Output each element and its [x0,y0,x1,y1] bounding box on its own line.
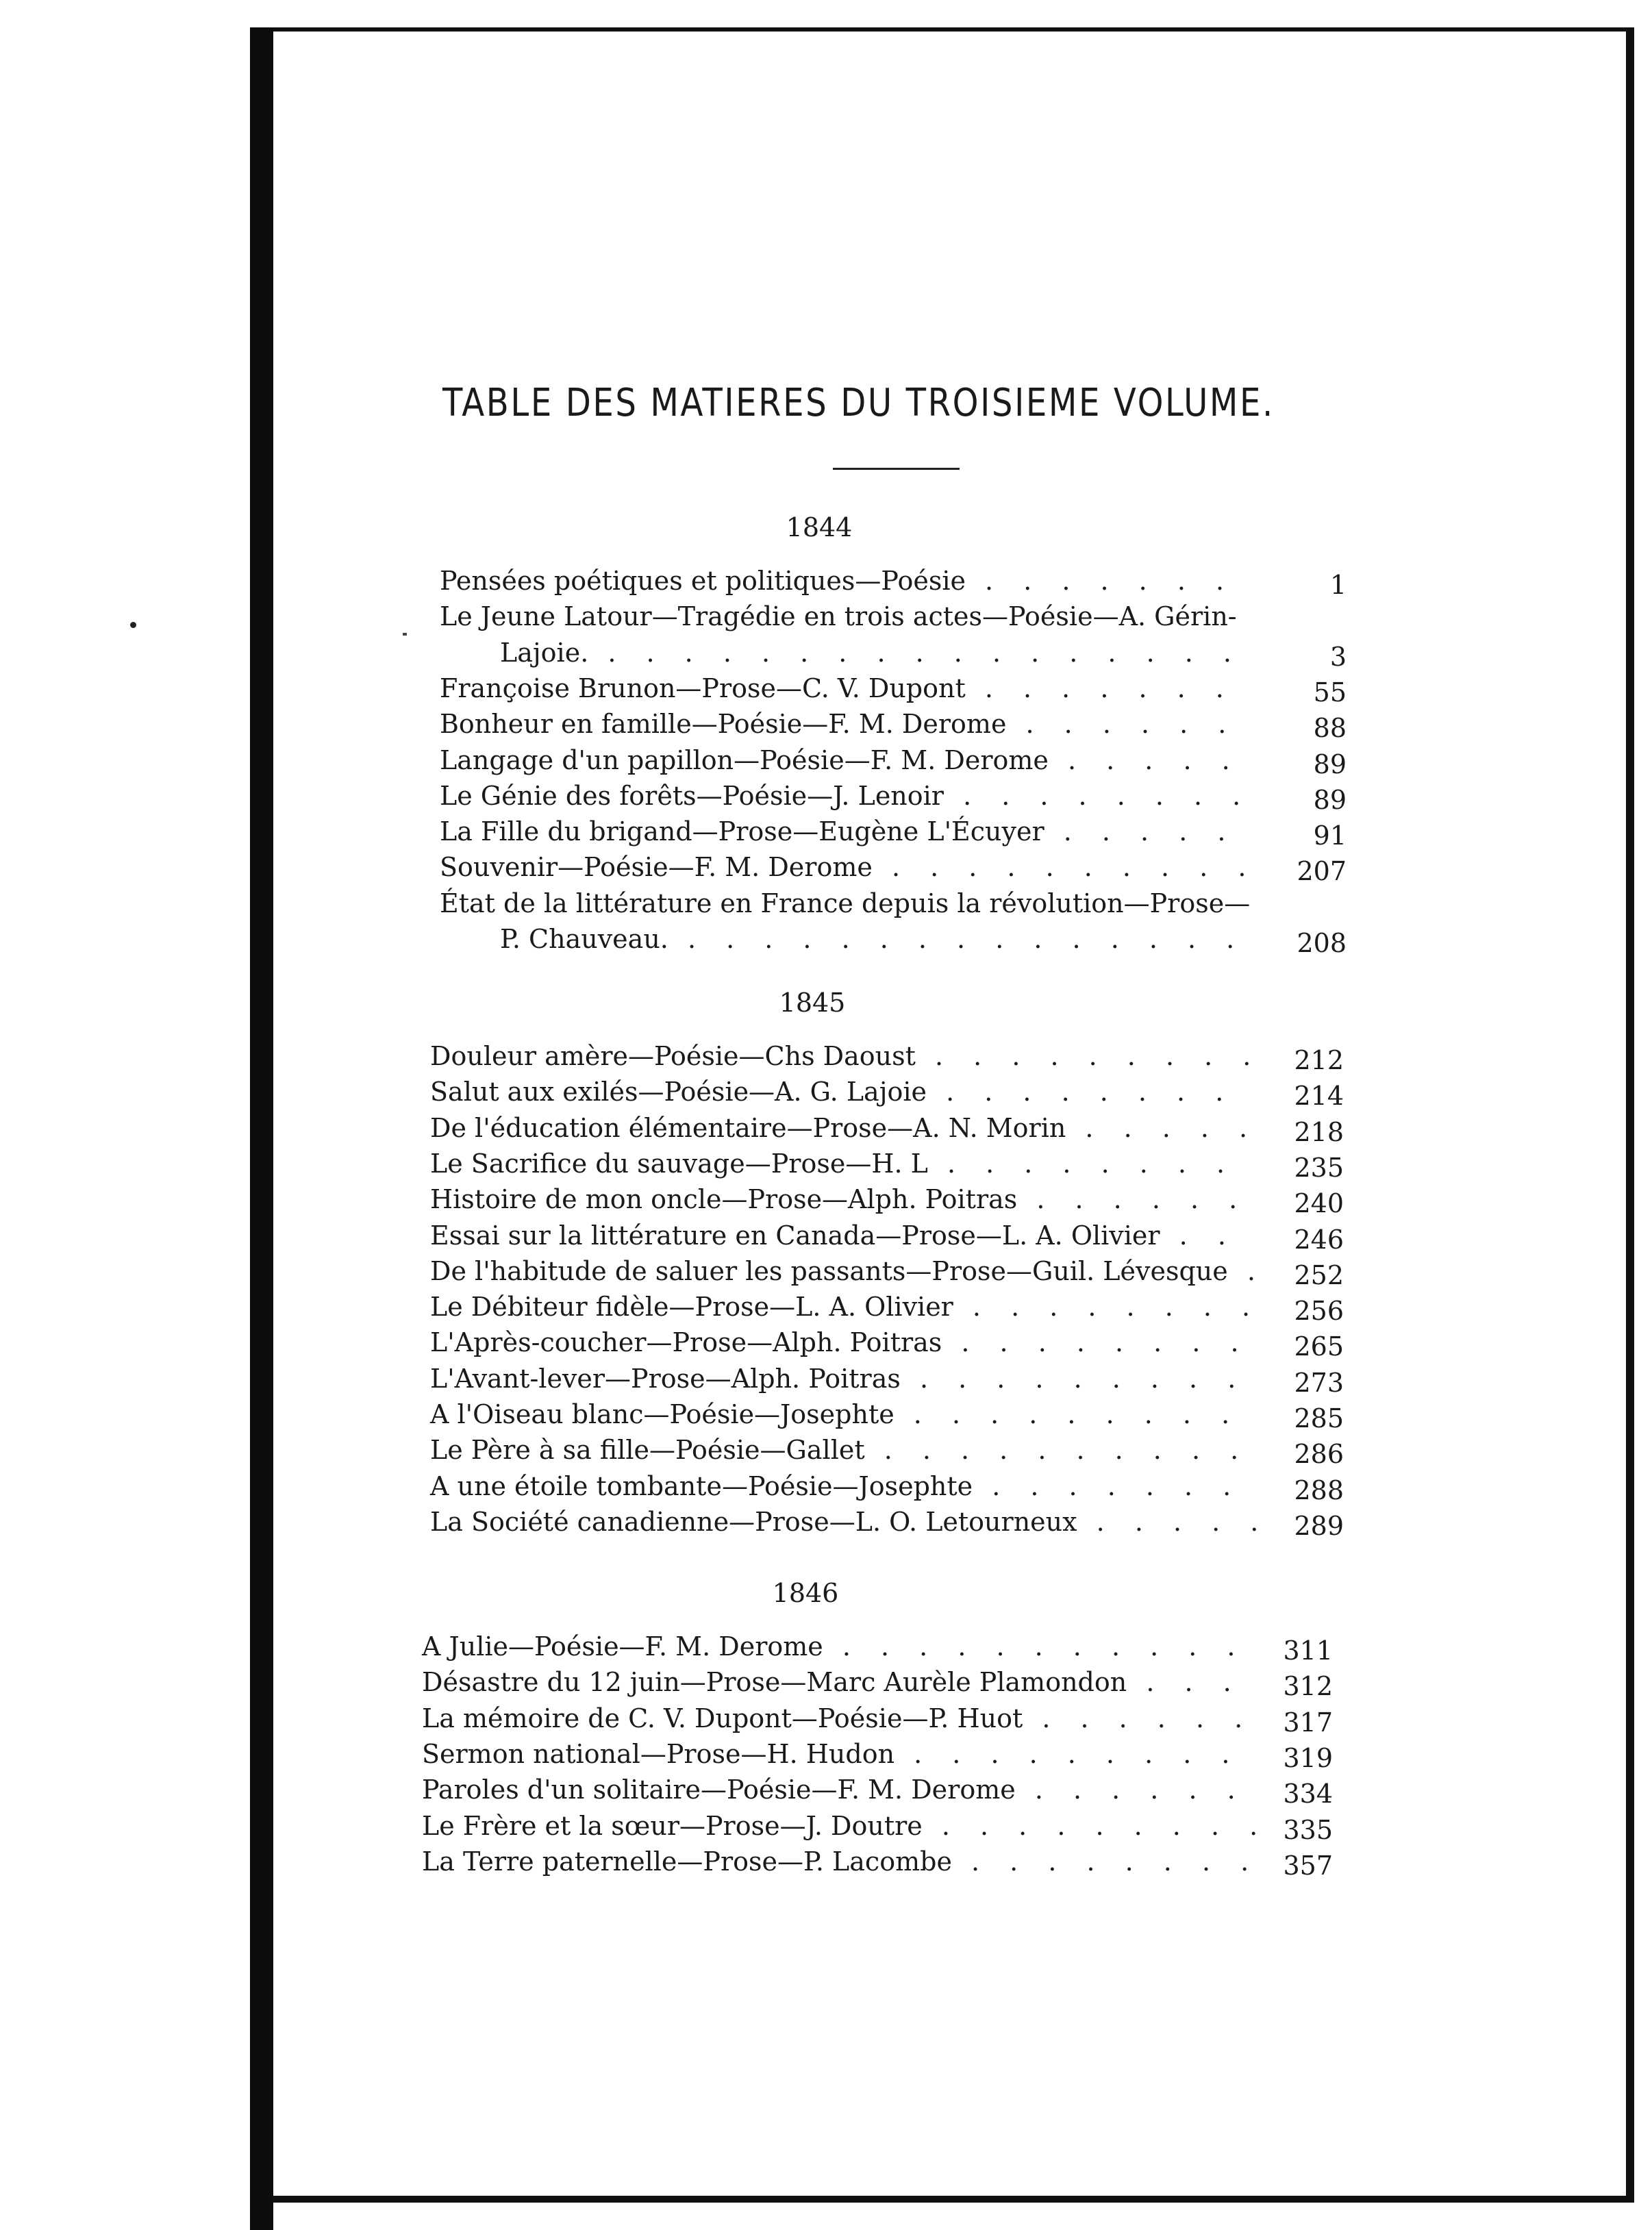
leader-dots: . . . . . . . . . . . . . . . . . [588,637,1242,668]
leader-dots: . . . . . . . [965,566,1236,596]
entry-title: Langage d'un papillon—Poésie—F. M. Derome [440,744,1049,775]
entry-title: Sermon national—Prose—H. Hudon [422,1738,895,1769]
leader-dots: . . . . . . [1015,1775,1247,1805]
page-number: 208 [1297,928,1347,958]
entry-title: A une étoile tombante—Poésie—Josephte [430,1470,973,1501]
toc-entry [430,1038,1262,1074]
leader-dots: . . . . . . . [965,673,1235,703]
entry-title: Le Débiteur fidèle—Prose—L. A. Olivier [430,1292,953,1323]
entry-title: Désastre du 12 juin—Prose—Marc Aurèle Plamondon [422,1667,1127,1698]
toc-entry [430,1253,1266,1289]
toc-entry [422,1664,1242,1700]
page-number: 334 [1283,1779,1333,1809]
page-number: 335 [1283,1814,1333,1845]
toc-entry [430,1074,1234,1110]
entry-title: A Julie—Poésie—F. M. Derome [422,1631,823,1662]
leader-dots: . . . . . . . . [943,780,1252,811]
toc-entry [430,1468,1242,1504]
page-number: 240 [1294,1188,1344,1219]
entry-title: Le Génie des forêts—Poésie—J. Lenoir [440,780,944,811]
entry-title: Douleur amère—Poésie—Chs Daoust [430,1041,916,1071]
leader-dots: . . . [1127,1667,1242,1698]
leader-dots: . . . . . . . [973,1470,1242,1501]
page-number: 91 [1313,820,1347,851]
toc-entry [430,1146,1236,1181]
toc-entry [440,563,1235,599]
page-number: 252 [1294,1260,1344,1290]
scan-speck [130,622,136,628]
leader-dots: . . . . . [1077,1506,1270,1537]
scan-speck [403,633,407,636]
page-number: 265 [1294,1331,1344,1362]
entry-title: Bonheur en famille—Poésie—F. M. Derome [440,709,1007,740]
toc-entry [430,1218,1237,1253]
leader-dots: . . . . . . . . . [894,1738,1241,1769]
page-number: 285 [1294,1403,1344,1433]
scan-margin [0,0,271,2230]
entry-title: Françoise Brunon—Prose—C. V. Dupont [440,673,966,703]
year-heading: 1845 [779,988,846,1018]
page-number: 1 [1329,570,1347,600]
leader-dots: . . . . . . . . . . . . . . . [668,924,1246,954]
entry-title: La mémoire de C. V. Dupont—Poésie—P. Huot [422,1703,1023,1733]
toc-entry [430,1396,1240,1432]
page-number: 89 [1313,749,1347,779]
leader-dots: . . . . . . . . . . [864,1435,1250,1466]
entry-title: Souvenir—Poésie—F. M. Derome [440,852,873,883]
leader-dots: . . . . . . . . [951,1846,1260,1877]
toc-entry [440,814,1236,849]
toc-entry [430,1110,1258,1146]
page-number: 246 [1294,1224,1344,1255]
page-number: 256 [1294,1296,1344,1327]
title-divider [833,468,960,470]
toc-entry [440,706,1237,742]
page-number: 288 [1294,1475,1344,1505]
entry-title: A l'Oiseau blanc—Poésie—Josephte [430,1399,894,1429]
entry-title: L'Après-coucher—Prose—Alph. Poitras [430,1327,942,1358]
toc-entry [440,778,1251,814]
leader-dots: . . . . . . . . . [922,1810,1269,1841]
entry-title: État de la littérature en France depuis la révolution—Prose— [440,888,1251,918]
entry-title: La Terre paternelle—Prose—P. Lacombe [422,1846,952,1877]
year-heading: 1844 [786,512,853,542]
entry-title: Essai sur la littérature en Canada—Prose—L. A. Olivier [430,1220,1160,1251]
page-title: TABLE DES MATIERES DU TROISIEME VOLUME. [442,381,1275,425]
leader-dots: . . . . . . . . [927,1148,1236,1179]
toc-entry [430,1361,1247,1396]
leader-dots: . . . . . . . . . . . [823,1631,1247,1662]
leader-dots: . . . . . . . . . [915,1041,1262,1071]
toc-entry [440,886,1250,921]
entry-title: Le Sacrifice du sauvage—Prose—H. L [430,1148,928,1179]
entry-title: Salut aux exilés—Poésie—A. G. Lajoie [430,1077,927,1107]
leader-dots: . . . . . . . . . . [872,852,1257,883]
toc-entry [440,671,1235,706]
entry-title: Le Jeune Latour—Tragédie en trois actes—Poésie—A. Gérin- [440,601,1237,632]
page-number: 289 [1294,1510,1344,1541]
page-number: 317 [1283,1707,1333,1738]
leader-dots: . . . . . . . . [953,1292,1262,1323]
toc-entry [440,635,1242,671]
leader-dots: . . . . . [1048,744,1241,775]
toc-entry [440,849,1257,885]
toc-entry [440,599,1237,634]
leader-dots: . . . . . . . . [942,1327,1250,1358]
toc-entry [422,1772,1247,1807]
entry-title: De l'habitude de saluer les passants—Prose—Guil. Lévesque [430,1255,1228,1286]
book-binding-edge [250,27,273,2230]
toc-entry [422,1736,1241,1772]
leader-dots: . . . . . [1066,1112,1259,1143]
toc-entry [430,1325,1250,1360]
page-number: 89 [1313,784,1347,815]
toc-entry [430,1504,1269,1540]
toc-entry [430,1432,1249,1468]
page-number: 3 [1329,641,1347,672]
page-number: 319 [1283,1742,1333,1773]
leader-dots: . . . . . . . . [927,1077,1235,1107]
page-number: 88 [1313,713,1347,744]
page-number: 214 [1294,1081,1344,1112]
page-number: 218 [1294,1116,1344,1147]
page-number: 357 [1283,1850,1333,1881]
leader-dots: . . . . . . [1006,709,1238,740]
year-heading: 1846 [772,1578,839,1608]
page-number: 212 [1294,1045,1344,1075]
entry-title: L'Avant-lever—Prose—Alph. Poitras [430,1363,901,1394]
toc-entry [440,921,1245,957]
entry-title: Histoire de mon oncle—Prose—Alph. Poitras [430,1184,1018,1215]
page-number: 311 [1283,1636,1333,1666]
page-number: 286 [1294,1439,1344,1470]
leader-dots: . . . . . . . . . [894,1399,1241,1429]
toc-entry [422,1844,1260,1879]
toc-entry [440,742,1241,778]
leader-dots: . [1227,1255,1266,1286]
entry-title: Le Frère et la sœur—Prose—J. Doutre [422,1810,923,1841]
toc-entry [422,1808,1268,1844]
toc-entry [430,1181,1248,1217]
entry-title: P. Chauveau. [500,924,668,954]
page-number: 312 [1283,1671,1333,1702]
entry-title: Paroles d'un solitaire—Poésie—F. M. Derome [422,1775,1016,1805]
leader-dots: . . . . . [1044,816,1237,847]
toc-entry [422,1629,1247,1664]
entry-title: Le Père à sa fille—Poésie—Gallet [430,1435,865,1466]
page-number: 55 [1313,677,1347,707]
entry-title: La Société canadienne—Prose—L. O. Letourneux [430,1506,1077,1537]
leader-dots: . . [1160,1220,1237,1251]
entry-title: Pensées poétiques et politiques—Poésie [440,566,966,596]
leader-dots: . . . . . . [1017,1184,1249,1215]
leader-dots: . . . . . . [1023,1703,1254,1733]
page-number: 235 [1294,1152,1344,1183]
leader-dots: . . . . . . . . . [900,1363,1247,1394]
entry-title: La Fille du brigand—Prose—Eugène L'Écuyer [440,816,1044,847]
page-number: 273 [1294,1367,1344,1398]
page-number: 207 [1297,856,1347,887]
toc-entry [430,1289,1261,1325]
toc-entry [422,1701,1253,1736]
entry-title: Lajoie. [500,637,589,668]
entry-title: De l'éducation élémentaire—Prose—A. N. Morin [430,1112,1066,1143]
